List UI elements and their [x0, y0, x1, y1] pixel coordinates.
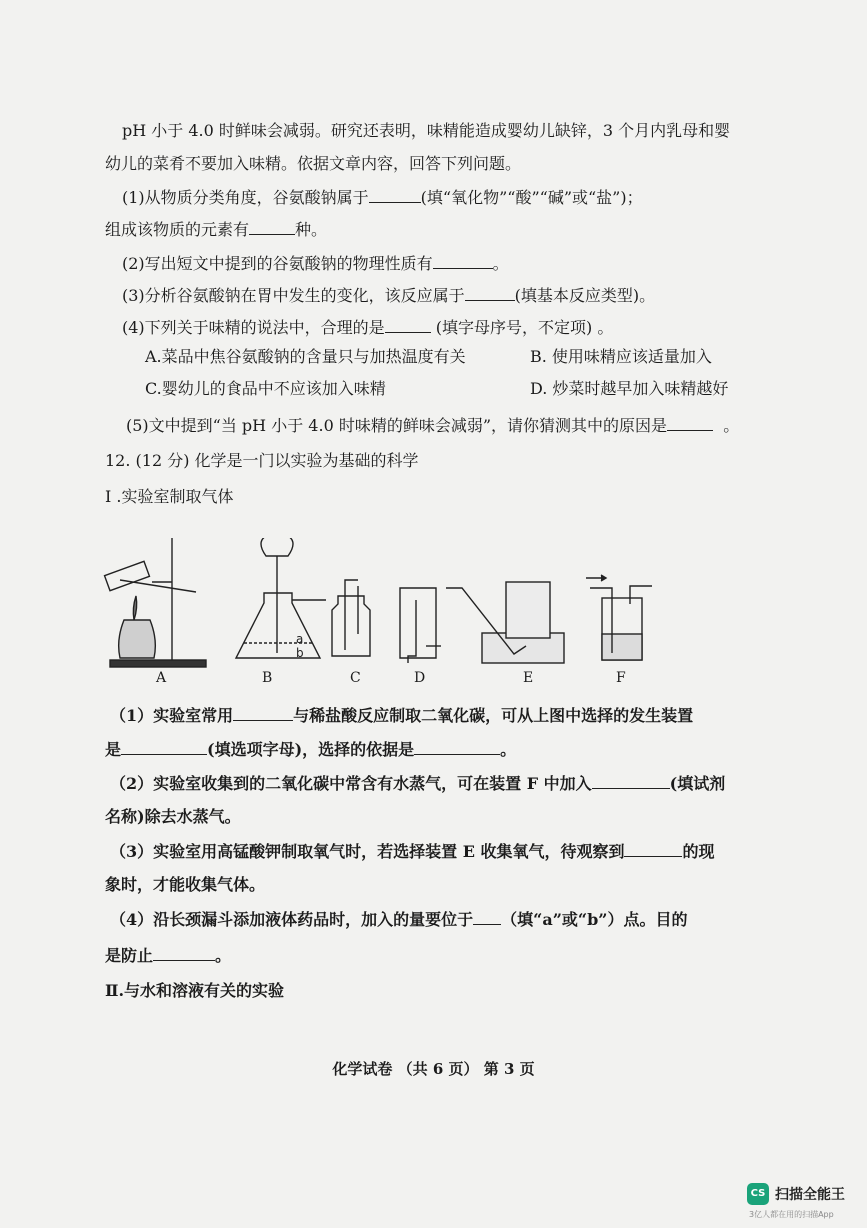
q11-part3	[122, 284, 655, 307]
section-1-heading: I .实验室制取气体	[105, 487, 234, 506]
page-footer: 化学试卷 （共 6 页） 第 3 页	[332, 1060, 535, 1078]
apparatus-label-a: A	[156, 670, 167, 686]
q12-title: 12. (12 分) 化学是一门以实验为基础的科学	[105, 451, 419, 470]
q11-option-b: B. 使用味精应该适量加入	[530, 347, 712, 366]
apparatus-label-b: B	[262, 670, 273, 686]
q12-part1	[110, 704, 693, 727]
paragraph-line-1: pH 小于 4.0 时鲜味会减弱。研究还表明，味精能造成婴幼儿缺锌，3 个月内乳母和婴	[122, 121, 731, 140]
answer-blank[interactable]	[592, 772, 670, 789]
q12-part3-text2: 的现	[682, 842, 715, 861]
q12-part1-text3: 是	[105, 740, 122, 759]
answer-blank[interactable]	[667, 414, 713, 431]
q11-part4-hint: (填字母序号，不定项) 。	[435, 318, 614, 337]
q12-part2-cont: 名称)除去水蒸气。	[105, 807, 241, 826]
answer-blank[interactable]	[433, 252, 493, 269]
q12-part3	[110, 840, 715, 863]
q11-part2-end: 。	[492, 254, 509, 273]
q12-part1-end: 。	[500, 740, 517, 759]
q12-part4-hint: （填“a”或“b”）点。目的	[501, 910, 688, 929]
bleed-through	[700, 158, 705, 176]
answer-blank[interactable]	[414, 738, 500, 755]
q12-part1-text: （1）实验室常用	[110, 706, 234, 725]
q12-part2-text: （2）实验室收集到的二氧化碳中常含有水蒸气，可在装置 F 中加入	[110, 774, 592, 793]
q11-part1-text2: 组成该物质的元素有	[105, 220, 250, 239]
q11-part5-text: (5)文中提到“当 pH 小于 4.0 时味精的鲜味会减弱”，请你猜测其中的原因是	[126, 416, 668, 435]
q11-part3-hint: (填基本反应类型)。	[514, 286, 656, 305]
watermark-title: 扫描全能王	[775, 1187, 845, 1203]
answer-blank[interactable]	[385, 316, 431, 333]
apparatus-c	[332, 580, 370, 656]
q11-part1-text: (1)从物质分类角度，谷氨酸钠属于	[122, 188, 369, 207]
q11-part3-text: (3)分析谷氨酸钠在胃中发生的变化，该反应属于	[122, 286, 465, 305]
answer-blank[interactable]	[121, 738, 207, 755]
answer-blank[interactable]	[233, 704, 293, 721]
q12-part4-text: （4）沿长颈漏斗添加液体药品时，加入的量要位于	[110, 910, 474, 929]
apparatus-b	[236, 538, 326, 658]
q12-part4-cont	[105, 944, 231, 967]
q11-part1-cont	[105, 218, 327, 241]
q12-part1-text2: 与稀盐酸反应制取二氧化碳，可从上图中选择的发生装置	[293, 706, 694, 725]
q12-part2-hint: (填试剂	[669, 774, 726, 793]
q11-part4	[122, 316, 613, 339]
q11-part2-text: (2)写出短文中提到的谷氨酸钠的物理性质有	[122, 254, 433, 273]
q12-part3-cont: 象时，才能收集气体。	[105, 875, 266, 894]
q11-part1-end: 种。	[295, 220, 328, 239]
q11-part1	[122, 186, 643, 209]
q11-option-d: D. 炒菜时越早加入味精越好	[530, 379, 729, 398]
funnel-point-a: a	[296, 632, 304, 646]
q11-part5-end: 。	[723, 416, 740, 435]
funnel-point-b: b	[296, 646, 304, 660]
q12-part4-end: 。	[215, 946, 232, 965]
apparatus-label-e: E	[523, 670, 534, 686]
q12-part1-text4: (填选项字母)，选择的依据是	[207, 740, 415, 759]
scanner-watermark	[747, 1183, 853, 1219]
q12-part3-text: （3）实验室用高锰酸钾制取氧气时，若选择装置 E 收集氧气，待观察到	[110, 842, 625, 861]
apparatus-diagram	[96, 538, 656, 688]
apparatus-d	[400, 588, 441, 663]
section-2-heading: Ⅱ.与水和溶液有关的实验	[105, 981, 285, 1000]
q11-option-a: A.菜品中焦谷氨酸钠的含量只与加热温度有关	[145, 347, 466, 366]
q11-part4-text: (4)下列关于味精的说法中，合理的是	[122, 318, 385, 337]
answer-blank[interactable]	[473, 908, 501, 925]
paragraph-line-2: 幼儿的菜肴不要加入味精。依据文章内容，回答下列问题。	[105, 154, 522, 173]
answer-blank[interactable]	[153, 944, 215, 961]
answer-blank[interactable]	[249, 218, 295, 235]
q12-part4-text2: 是防止	[105, 946, 154, 965]
apparatus-a	[105, 538, 206, 667]
q11-part2	[122, 252, 509, 275]
q11-option-c: C.婴幼儿的食品中不应该加入味精	[145, 379, 386, 398]
q12-part4	[110, 908, 688, 931]
apparatus-e	[446, 582, 564, 663]
answer-blank[interactable]	[369, 186, 421, 203]
q12-part1-cont	[105, 738, 516, 761]
apparatus-label-c: C	[350, 670, 361, 686]
q11-part5	[126, 414, 739, 437]
apparatus-f	[586, 575, 652, 660]
bleed-through	[560, 485, 568, 515]
q11-part1-hint: (填“氧化物”“酸”“碱”或“盐”)；	[420, 188, 643, 207]
apparatus-label-f: F	[616, 670, 626, 686]
answer-blank[interactable]	[624, 840, 682, 857]
watermark-subtitle: 3亿人都在用的扫描App	[749, 1210, 834, 1219]
camscanner-logo-icon: CS	[747, 1183, 769, 1205]
answer-blank[interactable]	[465, 284, 515, 301]
q12-part2	[110, 772, 725, 795]
apparatus-label-d: D	[414, 670, 426, 686]
